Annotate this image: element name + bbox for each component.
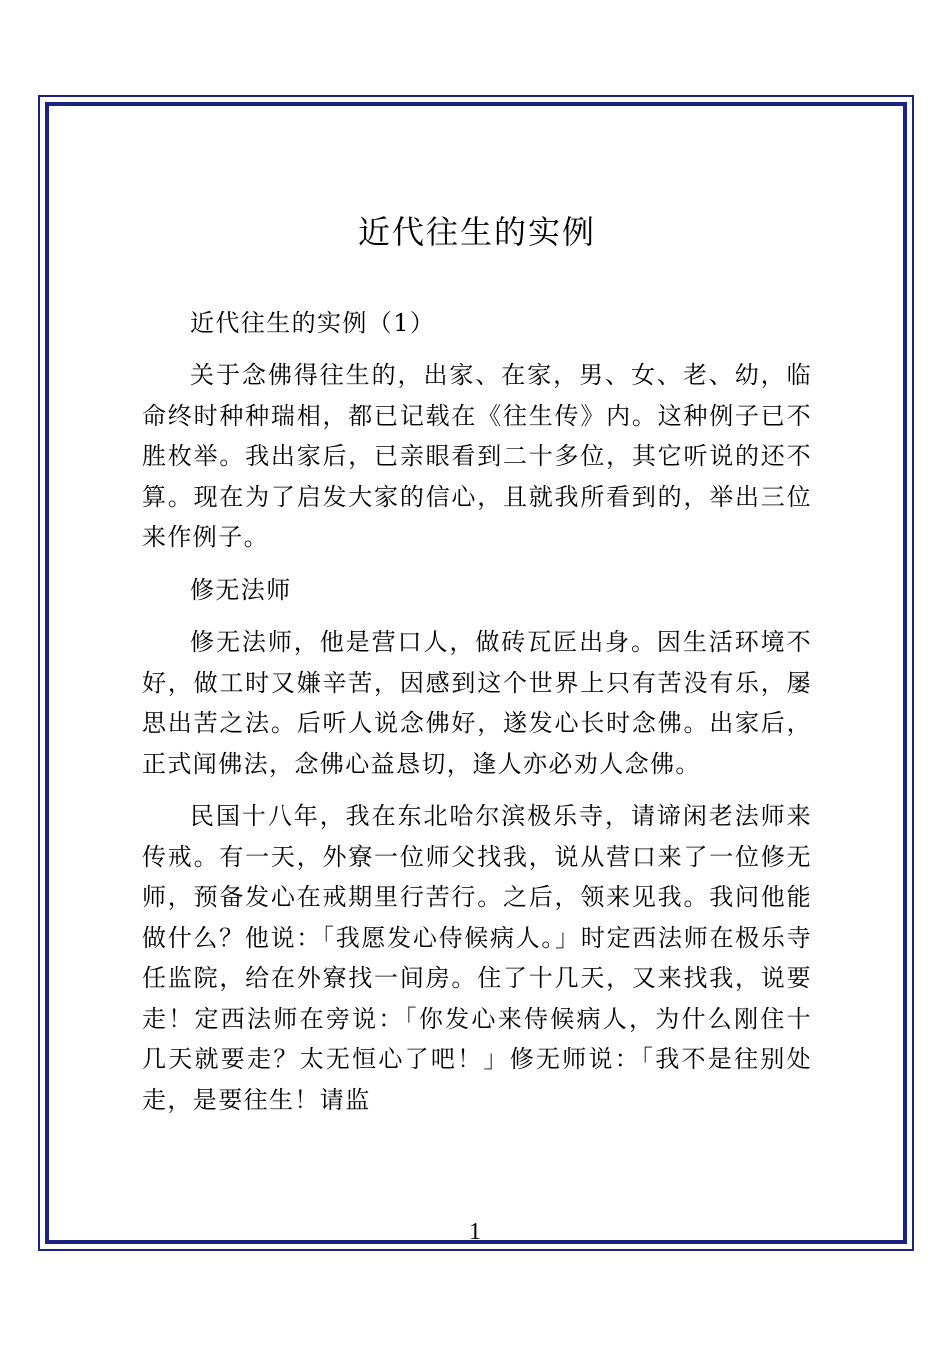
document-title: 近代往生的实例	[357, 213, 596, 251]
subheading-xiuwu: 修无法师	[190, 575, 292, 604]
section-heading: 近代往生的实例（1）	[190, 308, 436, 337]
page-number: 1	[469, 1219, 481, 1245]
intro-paragraph: 关于念佛得往生的，出家、在家，男、女、老、幼，临命终时种种瑞相，都已记载在《往生传》内。这种例子已不胜枚举。我出家后，已亲眼看到二十多位，其它听说的还不算。现在为了启发大家的信心，且就我所看到的，举出三位来作例子。	[142, 361, 812, 552]
paragraph-3: 民国十八年，我在东北哈尔滨极乐寺，请谛闲老法师来传戒。有一天，外寮一位师父找我，说从营口来了一位修无师，预备发心在戒期里行苦行。之后，领来见我。我问他能做什么？他说：「我愿发心侍候病人。」时定西法师在极乐寺任监院，给在外寮找一间房。住了十几天，又来找我，说要走！定西法师在旁说：「你发心来侍候病人，为什么刚住十几天就要走？太无恒心了吧！」修无师说：「我不是往别处走，是要往生！请监	[142, 802, 812, 1114]
document-body	[142, 210, 812, 1132]
paragraph-2: 修无法师，他是营口人，做砖瓦匠出身。因生活环境不好，做工时又嫌辛苦，因感到这个世界上只有苦没有乐，屡思出苦之法。后听人说念佛好，遂发心长时念佛。出家后，正式闻佛法，念佛心益恳切，逢人亦必劝人念佛。	[142, 628, 812, 778]
